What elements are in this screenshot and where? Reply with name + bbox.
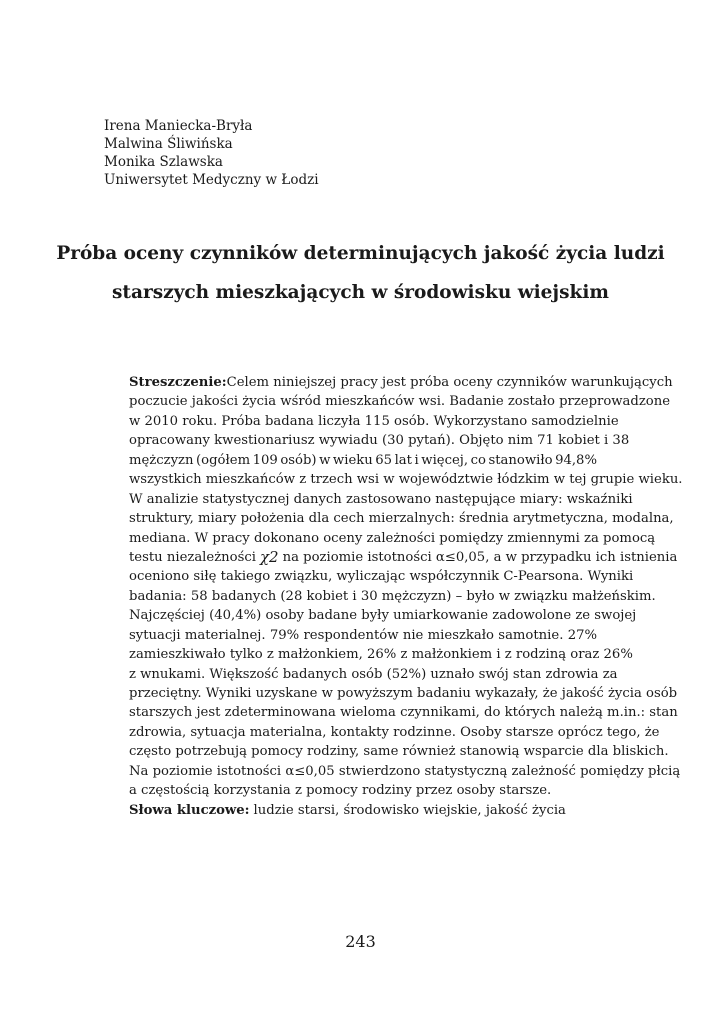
abstract-line: wszystkich mieszkańców z trzech wsi w województwie łódzkim w tej grupie wieku. bbox=[129, 472, 683, 488]
keywords-line bbox=[129, 801, 597, 820]
abstract-line: opracowany kwestionariusz wywiadu (30 pytań). Objęto nim 71 kobiet i 38 bbox=[129, 433, 630, 449]
abstract-line: w 2010 roku. Próba badana liczyła 115 osób. Wykorzystano samodzielnie bbox=[129, 413, 619, 429]
author-name: Malwina Śliwińska bbox=[104, 136, 233, 152]
abstract-line bbox=[129, 373, 673, 392]
chi-square-symbol: χ2 bbox=[259, 547, 279, 566]
abstract-line: oceniono siłę takiego związku, wyliczając współczynnik C-Pearsona. Wyniki bbox=[129, 569, 634, 585]
keywords-label: Słowa kluczowe: bbox=[129, 802, 250, 818]
abstract-line: mężczyzn (ogółem 109 osób) w wieku 65 lat i więcej, co stanowiło 94,8% bbox=[129, 452, 597, 468]
abstract-line: mediana. W pracy dokonano oceny zależności pomiędzy zmiennymi za pomocą bbox=[129, 530, 656, 546]
paper-title-line-2: starszych mieszkających w środowisku wiejskim bbox=[112, 282, 609, 303]
abstract bbox=[129, 373, 683, 820]
abstract-label: Streszczenie: bbox=[129, 375, 227, 390]
abstract-line: z wnukami. Większość badanych osób (52%) uznało swój stan zdrowia za bbox=[129, 666, 618, 682]
author-name: Monika Szlawska bbox=[104, 154, 223, 170]
abstract-line: Na poziomie istotności α≤0,05 stwierdzono statystyczną zależność pomiędzy płcią bbox=[129, 763, 681, 779]
abstract-line: zamieszkiwało tylko z małżonkiem, 26% z małżonkiem i z rodziną oraz 26% bbox=[129, 647, 633, 663]
abstract-line: a częstością korzystania z pomocy rodziny przez osoby starsze. bbox=[129, 783, 552, 799]
abstract-line: przeciętny. Wyniki uzyskane w powyższym badaniu wykazały, że jakość życia osób bbox=[129, 686, 678, 701]
abstract-text: Celem niniejszej pracy jest próba oceny czynników warunkujących bbox=[226, 375, 673, 390]
abstract-line: poczucie jakości życia wśród mieszkańców wsi. Badanie zostało przeprowadzone bbox=[129, 394, 671, 410]
abstract-line: badania: 58 badanych (28 kobiet i 30 mężczyzn) – było w związku małżeńskim. bbox=[129, 588, 656, 604]
paper-title-line-1: Próba oceny czynników determinujących jakość życia ludzi bbox=[56, 243, 665, 264]
abstract-line: struktury, miary położenia dla cech mierzalnych: średnia arytmetyczna, modalna, bbox=[129, 511, 674, 527]
abstract-line: Najczęściej (40,4%) osoby badane były umiarkowanie zadowolone ze swojej bbox=[129, 608, 637, 624]
abstract-line: zdrowia, sytuacja materialna, kontakty rodzinne. Osoby starsze oprócz tego, że bbox=[129, 724, 660, 740]
abstract-line: sytuacji materialnej. 79% respondentów nie mieszkało samotnie. 27% bbox=[129, 627, 598, 643]
keywords-text: ludzie starsi, środowisko wiejskie, jakość życia bbox=[253, 802, 566, 818]
author-name: Irena Maniecka-Bryła bbox=[104, 118, 253, 134]
abstract-line: testu niezależności χ2 na poziomie istotności α≤0,05, a w przypadku ich istnienia bbox=[129, 547, 678, 566]
author-block bbox=[104, 117, 319, 189]
page-number: 243 bbox=[345, 932, 376, 951]
chi-prefix: testu niezależności bbox=[129, 549, 256, 565]
affiliation: Uniwersytet Medyczny w Łodzi bbox=[104, 172, 319, 188]
abstract-line: często potrzebują pomocy rodziny, same również stanowią wsparcie dla bliskich. bbox=[129, 744, 669, 760]
abstract-line: starszych jest zdeterminowana wieloma czynnikami, do których należą m.in.: stan bbox=[129, 705, 678, 721]
abstract-line: W analizie statystycznej danych zastosowano następujące miary: wskaźniki bbox=[129, 491, 633, 507]
